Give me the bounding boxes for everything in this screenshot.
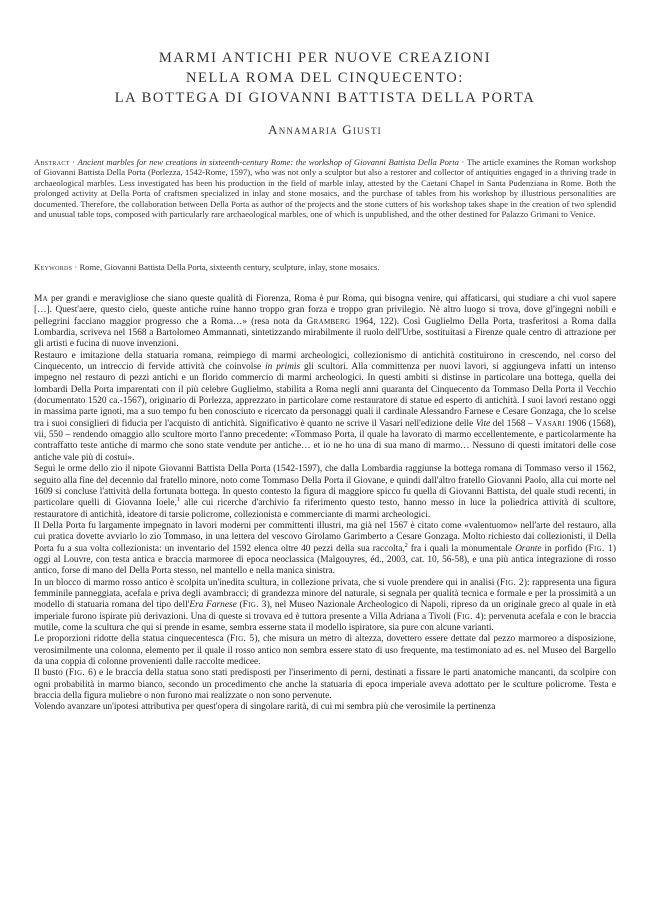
p4-text-d: ) oggi al Louvre, con testa antica e braccia marmoree di epoca neoclassica (Malgouyres, éd., 2003, cat. 10, 56-58), e una più antica integrazione di rosso antico, forse di mano del Della Porta stesso, nel mantello e nella manica sinistra. — [34, 543, 617, 577]
p5-text-d: ), nel Museo Nazionale Archeologico di Napoli, ripreso da un originale greco al quale in età imperiale furono ispirate più derivazioni. Una di queste si trovava ed è tuttora presente a Villa Adriana a Tivoli ( — [34, 600, 616, 622]
p3-text-a: Seguì le orme dello zio il nipote Giovanni Battista Della Porta (1542-1597), che dalla Lombardia raggiunse la bottega romana di Tommaso verso il 1562, seguito alla fine del decennio dal fratello minore, noto come Tommaso Della Porta il Giovane, e quindi dall'altro fratello Giovanni Paolo, alla cui morte nel 1609 si concluse l'attività della fortunata bottega. In questo contesto la figura di maggiore spicco fu quella di Giovanni Battista, del quale studi recenti, in particolare quelli di Giovanna Ioele, — [34, 464, 616, 509]
p7-text-a: Il busto ( — [34, 668, 69, 679]
p2-italic: in primis — [265, 362, 301, 373]
abstract-separator: · — [69, 157, 78, 167]
fig-ref-4: Fig. 4 — [456, 611, 481, 622]
ref-vasari: Vasari — [535, 418, 565, 429]
footnote-ref-2[interactable]: 2 — [404, 542, 408, 549]
article-title-line-2: NELLA ROMA DEL CINQUECENTO: — [185, 70, 464, 86]
p1-text-b: 1964, 122). Così Guglielmo Della Porta, trasferitosi a Roma dalla Lombardia, scriveva nel 1568 a Bartolomeo Ammannati, sintetizzando mirabilmente il ruolo dell'Urbe, sostituitasi a Firenze quale centro di attrazione per gli artisti e fucina di nuove invenzioni. — [34, 316, 616, 350]
abstract-english-title: Ancient marbles for new creations in sixteenth-century Rome: the workshop of Giovanni Battista Della Porta — [77, 157, 459, 167]
p2-text-c: del 1568 – — [490, 418, 536, 429]
fig-ref-2: Fig. 2 — [499, 577, 524, 588]
p5-text-b: ): rappresenta una figura femminile panneggiata, acefala e priva degli avambracci; di grandezza minore del naturale, si segnala per qualità tecnica e formale e per la prossimità a un modello di statuaria romana del tipo dell' — [34, 577, 616, 611]
keywords — [34, 262, 616, 272]
p4-text-a: Il Della Porta fu largamente impegnato in lavori moderni per committenti illustri, ma già nel 1567 è citato come «valentuomo» nell'arte del restauro, alla cui pratica dovette avviarlo lo zio Tommaso, in una lettera del vescovo Girolamo Garimberto a Cesare Gonzaga. Molto richiesto dai collezionisti, il Della Porta fu a sua volta collezionista: un inventario del 1592 elenca oltre 40 pezzi della sua raccolta, — [34, 520, 616, 554]
ref-gramberg: Gramberg — [306, 316, 351, 327]
p4-italic-orante: Orante — [515, 543, 542, 554]
p4-text-c: in porfido ( — [541, 543, 589, 554]
keywords-text: · Rome, Giovanni Battista Della Porta, sixteenth century, sculpture, inlay, stone mosaics. — [72, 262, 380, 272]
title-block — [0, 48, 650, 138]
p4-text-b: fra i quali la monumentale — [407, 543, 516, 554]
fig-ref-1: Fig. 1 — [588, 543, 613, 554]
p1-text-a: Ma per grandi e meravigliose che siano queste qualità di Fiorenza, Roma è pur Roma, qui bisogna venire, qui affaticarsi, qui studiare a chi vuol sapere […]. Quest'aere, questo cielo, queste antiche ruine hanno troppo gran forza e troppo gran privilegio. Nè altro luogo si trova, dove gl'ingegni nobili e pellegrini facciano maggior progresso che a Roma…» (resa nota da — [34, 294, 616, 327]
fig-ref-3: Fig. 3 — [242, 600, 267, 611]
keywords-label: Keywords — [34, 262, 73, 272]
paragraph-1 — [34, 294, 616, 351]
p2-text-a: Restauro e imitazione della statuaria romana, reimpiego di marmi archeologici, collezionismo di antichità costituirono in crescendo, nel corso del Cinquecento, un intreccio di fervide attività che coinvolse — [34, 350, 616, 373]
author-name: Annamaria Giusti — [268, 122, 382, 137]
p3-text-b: alle cui ricerche d'archivio fa riferimento questo testo, hanno messo in luce la poliedrica attività di scultore, restauratore di antichità, ideatore di tarsie policrome, collezionista e commerciante di marmi archeologici. — [34, 498, 616, 520]
p5-text-e: ): pervenuta acefala e con le braccia mutile, come la scultura che qui si prende in esame, sembra esserne stata il modello ispiratore, sia pure con alcune varianti. — [34, 611, 616, 633]
paragraph-5 — [34, 578, 616, 635]
paragraph-3 — [34, 464, 616, 521]
abstract-label: Abstract — [34, 157, 70, 167]
p2-text-d: 1906 (1568), vii, 550 – rendendo omaggio allo scultore morto l'anno precedente: «Tommaso Porta, il quale ha lavorato di marmo eccellentemente, e particolarmente ha contraffatto teste antiche di marmo che sono state vendute per antiche… et io ne ho una di sua mano di marmo… Nessuno di questi imitatori delle cose antiche vale più di costui». — [34, 418, 617, 463]
p5-text-c: ( — [236, 600, 243, 611]
p2-text-b: gli scultori. Alla committenza per nuovi lavori, si aggiungeva infatti un intenso impegno nel restauro di pezzi antichi e un florido commercio di marmi archeologici. In questi ambiti si distinse in particolare una bottega, quella dei lombardi Della Porta imparentati con il più celebre Guglielmo, stabilita a Roma negli anni quaranta del Cinquecento da Tommaso Della Porta il Vecchio (documentato 1520 ca.-1567), originario di Porlezza, apprezzato in particolare come restauratore di statue ed esperto di antichità. I suoi lavori restano oggi in massima parte ignoti, ma a suo tempo fu ben conosciuto e ricercato da personaggi quali il cardinale Alessandro Farnese e Cesare Gonzaga, che lo scelse tra i suoi consiglieri di fiducia per l'acquisto di antichità. Significativo è quanto ne scrive il Vasari nell'edizione delle — [34, 362, 616, 429]
article-title-line-3: LA BOTTEGA DI GIOVANNI BATTISTA DELLA PORTA — [114, 90, 536, 106]
p6-text-b: ), che misura un metro di altezza, dovettero essere dettate dal pezzo marmoreo a disposizione, verosimilmente una colonna, elemento per il quale il rosso antico non sembra essere stato di uso frequente, ma testimoniato ad es. nel Museo del Bargello da una coppia di colonne provenienti dalle raccolte medicee. — [34, 634, 617, 667]
p5-italic-era-farnese: Era Farnese — [189, 600, 237, 611]
paragraph-7 — [34, 668, 616, 702]
p2-italic-vite: Vite — [475, 418, 491, 429]
body-text — [34, 294, 616, 714]
paragraph-8: Volendo avanzare un'ipotesi attributiva per quest'opera di singolare rarità, di cui mi sembra più che verosimile la pertinenza — [34, 702, 496, 713]
paragraph-2 — [34, 351, 616, 464]
abstract-text: · The article examines the Roman workshop of Giovanni Battista Della Porta (Porlezza, 1542-Rome, 1597), who was not only a sculptor but also a restorer and collector of antiquities engaged in a thriving trade in archaeological marbles. Less investigated has been his production in the field of marble inlay, attested by the Caetani Chapel in Santa Pudenziana in Rome. Both the prolonged activity at Della Porta of craftsmen specialized in inlay and stone mosaics, and the purchase of tables from his workshop by illustrious personalities are documented. Therefore, the collaboration between Della Porta as author of the projects and the stone cutters of his workshop takes shape in the creation of two splendid and unusual table tops, composed with particularly rare archaeological marbles, one of which is unpublished, and the other destined for Palazzo Grimani to Venice. — [34, 157, 616, 220]
p5-text-a: In un blocco di marmo rosso antico è scolpita un'inedita scultura, in collezione privata, che si vuole prendere qui in analisi ( — [34, 577, 500, 588]
abstract — [34, 157, 616, 219]
fig-ref-5: Fig. 5 — [229, 634, 255, 645]
p7-text-b: ) e le braccia della statua sono stati predisposti per l'inserimento di perni, destinati a fissare le parti anatomiche mancanti, da scolpire con ogni probabilità in marmo bianco, secondo un procedimento che anche la statuaria di epoca imperiale aveva adottato per le sculture policrome. Testa e braccia della figura muliebre o non furono mai realizzate o non sono pervenute. — [34, 668, 616, 702]
fig-ref-6: Fig. 6 — [68, 668, 94, 679]
footnote-ref-1[interactable]: 1 — [176, 497, 180, 504]
paragraph-6 — [34, 634, 616, 668]
article-title-line-1: MARMI ANTICHI PER NUOVE CREAZIONI — [158, 50, 492, 66]
paragraph-4 — [34, 521, 616, 578]
p6-text-a: Le proporzioni ridotte della statua cinquecentesca ( — [34, 634, 230, 645]
